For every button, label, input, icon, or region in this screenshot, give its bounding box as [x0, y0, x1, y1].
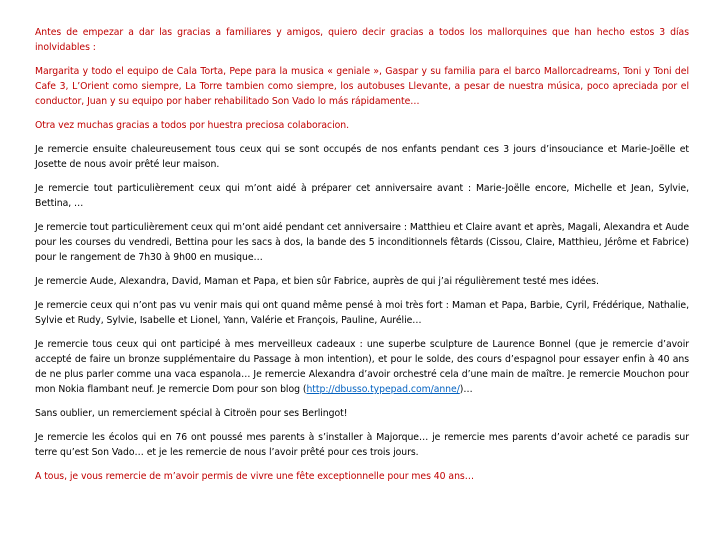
paragraph-preparation-helpers: Je remercie tout particulièrement ceux qui m’ont aidé à préparer cet anniversaire avant : Marie-Joëlle encore, Michelle et Jean, Sylvie, Bettina, … [35, 183, 689, 209]
paragraph-spanish-closing: Otra vez muchas gracias a todos por huestra preciosa colaboracion. [35, 120, 349, 131]
paragraph-party-helpers: Je remercie tout particulièrement ceux qui m’ont aidé pendant cet anniversaire : Matthieu et Claire avant et après, Magali, Alexandra et Aude pour les courses du vendredi, Bettina pour les sacs à dos, la bande des 5 inconditionnels fêtards (Cissou, Claire, Matthieu, Jérôme et Fabrice) pour le rangement de 7h30 à 9h00 en musique… [35, 222, 689, 263]
paragraph-spanish-thanks-list: Margarita y todo el equipo de Cala Torta, Pepe para la musica « geniale », Gaspar y su familia para el barco Mallorcadreams, Toni y Toni del Cafe 3, L’Orient como siempre, La Torre tambien como siempre, los autobuses Llevante, a pesar de nuestra música, poco apreciada por el conductor, Juan y su equipo por haber rehabilitado Son Vado lo más rápidamente… [35, 66, 689, 107]
paragraph-spanish-intro: Antes de empezar a dar las gracias a familiares y amigos, quiero decir gracias a todos los mallorquines que han hecho estos 3 días inolvidables : [35, 27, 689, 53]
thank-you-document [35, 25, 689, 493]
blog-link[interactable]: http://dbusso.typepad.com/anne/ [306, 384, 460, 395]
paragraph-gifts [35, 337, 689, 397]
paragraph-citroen: Sans oublier, un remerciement spécial à Citroën pour ses Berlingot! [35, 408, 348, 419]
paragraph-absent-friends: Je remercie ceux qui n’ont pas vu venir mais qui ont quand même pensé à moi très fort : Maman et Papa, Barbie, Cyril, Frédérique, Nathalie, Sylvie et Rudy, Sylvie, Isabelle et Lionel, Yann, Valérie et François, Pauline, Aurélie… [35, 300, 689, 326]
paragraph-idea-testers: Je remercie Aude, Alexandra, David, Maman et Papa, et bien sûr Fabrice, auprès de qui j’ai régulièrement testé mes idées. [35, 276, 599, 287]
gifts-text-before: Je remercie tous ceux qui ont participé à mes merveilleux cadeaux : une superbe sculpture de Laurence Bonnel (que je remercie d’avoir accepté de faire un bronze supplémentaire du Passage à mon intention), et pour le solde, des cours d’espagnol pour essayer enfin à 40 ans de ne plus parler comme una vaca espanola… Je remercie Alexandra d’avoir orchestré cela d’une main de maître. Je remercie Mouchon pour mon Nokia flambant neuf. Je remercie Dom pour son blog ( [35, 339, 689, 395]
paragraph-final-thanks: A tous, je vous remercie de m’avoir permis de vivre une fête exceptionnelle pour mes 40 ans… [35, 471, 474, 482]
gifts-text-after: )… [459, 384, 473, 395]
paragraph-children-care: Je remercie ensuite chaleureusement tous ceux qui se sont occupés de nos enfants pendant ces 3 jours d’insouciance et Marie-Joëlle et Josette de nous avoir prêté leur maison. [35, 144, 689, 170]
paragraph-parents: Je remercie les écolos qui en 76 ont poussé mes parents à s’installer à Majorque… je remercie mes parents d’avoir acheté ce paradis sur terre qu’est Son Vado… et je les remercie de nous l’avoir prêté pour ces trois jours. [35, 432, 689, 458]
